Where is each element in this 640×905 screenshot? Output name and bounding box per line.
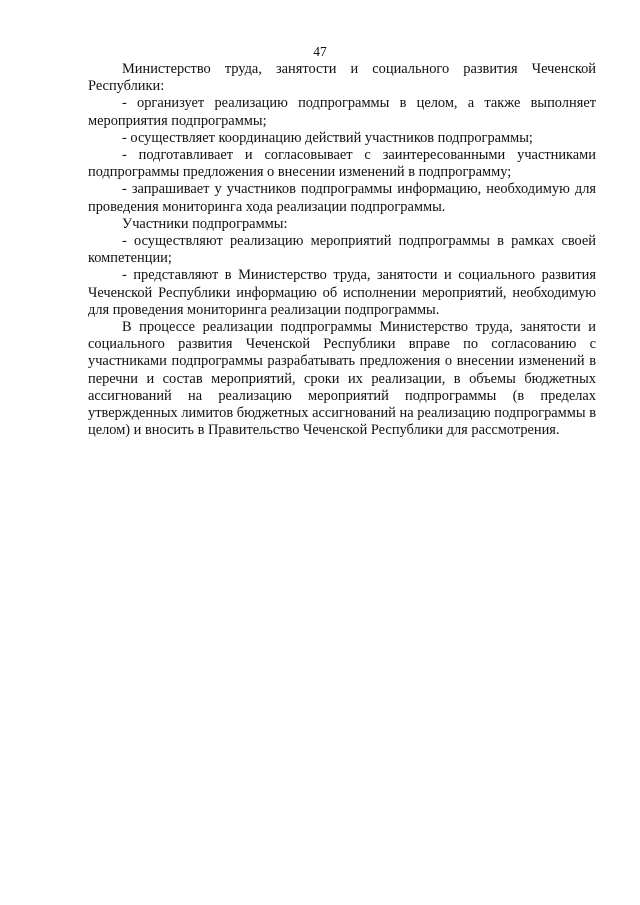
- paragraph-ministry-duty-prepare: - подготавливает и согласовывает с заинтересованными участниками подпрограммы предложения о внесении изменений в подпрограмму;: [88, 147, 596, 181]
- paragraph-ministry-duty-coordinate: - осуществляет координацию действий участников подпрограммы;: [122, 129, 533, 146]
- paragraph-participants-duty-report: - представляют в Министерство труда, занятости и социального развития Чеченской Республики информацию об исполнении мероприятий, необходимую для проведения мониторинга реализации подпрограммы.: [88, 267, 596, 318]
- document-body: [88, 61, 596, 439]
- paragraph-ministry-duty-request: - запрашивает у участников подпрограммы информацию, необходимую для проведения мониторинга хода реализации подпрограммы.: [88, 181, 596, 215]
- paragraph-ministry-intro: Министерство труда, занятости и социального развития Чеченской Республики:: [88, 61, 596, 95]
- paragraph-implementation-process: В процессе реализации подпрограммы Министерство труда, занятости и социального развития Чеченской Республики вправе по согласованию с участниками подпрограммы разрабатывать предложения о внесении изменений в перечни и состав мероприятий, сроки их реализации, в объемы бюджетных ассигнований на реализацию мероприятий подпрограммы (в пределах утвержденных лимитов бюджетных ассигнований на реализацию подпрограммы в целом) и вносить в Правительство Чеченской Республики для рассмотрения.: [88, 319, 596, 439]
- page-number: 47: [313, 44, 327, 59]
- paragraph-ministry-duty-organize: - организует реализацию подпрограммы в целом, а также выполняет мероприятия подпрограммы;: [88, 95, 596, 129]
- paragraph-participants-intro: Участники подпрограммы:: [122, 215, 288, 232]
- paragraph-participants-duty-implement: - осуществляют реализацию мероприятий подпрограммы в рамках своей компетенции;: [88, 233, 596, 267]
